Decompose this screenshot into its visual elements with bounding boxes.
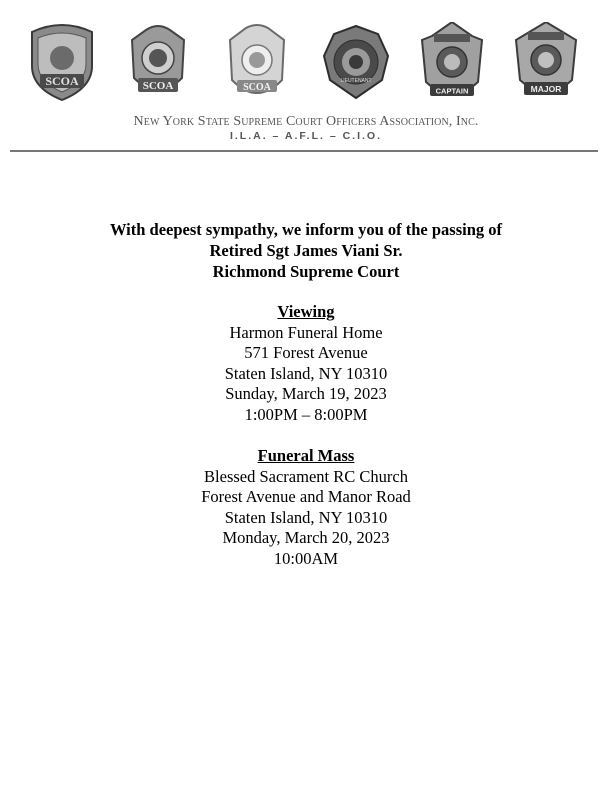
header-divider xyxy=(10,150,598,152)
announcement-line: With deepest sympathy, we inform you of the passing of xyxy=(109,220,503,239)
funeral-mass-venue: Blessed Sacrament RC Church xyxy=(204,466,408,486)
viewing-heading: Viewing xyxy=(277,302,335,321)
badge-label: SCOA xyxy=(142,80,174,92)
funeral-mass-city: Staten Island, NY 10310 xyxy=(224,507,388,527)
funeral-mass-time: 10:00AM xyxy=(273,548,339,568)
viewing-venue: Harmon Funeral Home xyxy=(229,322,383,342)
captain-badge xyxy=(418,22,486,106)
viewing-time: 1:00PM – 8:00PM xyxy=(244,404,368,424)
deceased-court: Richmond Supreme Court xyxy=(212,262,400,281)
organization-affiliation: I.L.A. – A.F.L. – C.I.O. xyxy=(229,130,383,142)
badge-label: MAJOR xyxy=(530,84,562,94)
lieutenant-seal-badge xyxy=(320,22,392,102)
viewing-date: Sunday, March 19, 2023 xyxy=(225,384,387,404)
major-badge xyxy=(512,22,580,106)
scoa-shield-badge xyxy=(26,22,98,102)
deceased-name: Retired Sgt James Viani Sr. xyxy=(209,241,403,260)
organization-name: New York State Supreme Court Officers Association, Inc. xyxy=(133,114,479,129)
announcement xyxy=(0,219,612,282)
funeral-mass-section xyxy=(0,446,612,570)
badge-label: SCOA xyxy=(45,74,79,88)
funeral-mass-heading: Funeral Mass xyxy=(257,446,355,465)
badge-label: SCOA xyxy=(243,82,271,93)
badge-row xyxy=(18,22,594,114)
funeral-mass-date: Monday, March 20, 2023 xyxy=(222,528,390,548)
badge-label: LIEUTENANT xyxy=(340,78,372,84)
scoa-eagle-badge xyxy=(126,22,190,104)
viewing-section xyxy=(0,302,612,426)
badge-label: CAPTAIN xyxy=(435,86,469,96)
funeral-mass-street: Forest Avenue and Manor Road xyxy=(201,487,411,507)
viewing-city: Staten Island, NY 10310 xyxy=(224,363,388,383)
viewing-street: 571 Forest Avenue xyxy=(244,343,368,363)
scoa-light-badge xyxy=(224,22,290,106)
